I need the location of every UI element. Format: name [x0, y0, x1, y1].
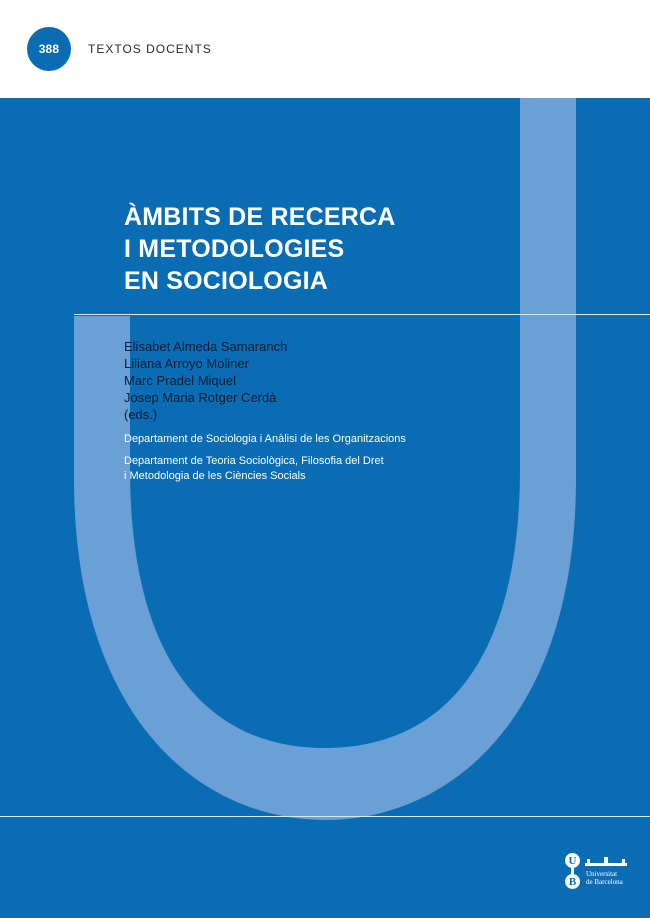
title-line-3: EN SOCIOLOGIA	[124, 267, 329, 295]
cover-blue-panel	[0, 98, 650, 918]
bottom-divider-line	[0, 816, 650, 817]
university-logo	[565, 853, 635, 898]
building-icon	[585, 857, 627, 867]
editor-name: Elisabet Almeda Samaranch	[124, 339, 288, 354]
department-2-line-1: Departament de Teoria Sociològica, Filosofia del Dret	[124, 455, 384, 467]
editor-name: Marc Pradel Miquel	[124, 373, 236, 388]
cover-header	[0, 0, 650, 98]
title-line-1: ÀMBITS DE RECERCA	[124, 203, 396, 231]
university-name-line-1: Universitat	[586, 870, 618, 878]
title-divider-line	[74, 314, 650, 315]
editors-role-note: (eds.)	[124, 407, 158, 422]
university-name	[586, 870, 623, 886]
series-name: TEXTOS DOCENTS	[88, 42, 212, 56]
collection-number-badge: 388	[27, 27, 71, 71]
logo-u-circle: U	[565, 853, 580, 868]
department-2	[124, 454, 384, 484]
department-1	[124, 432, 406, 447]
department-1-line: Departament de Sociologia i Anàlisi de les Organitzacions	[124, 433, 406, 445]
editor-name: Josep Maria Rotger Cerdà	[124, 390, 277, 405]
logo-b-circle: B	[565, 874, 580, 889]
editor-name: Liliana Arroyo Moliner	[124, 356, 250, 371]
university-name-line-2: de Barcelona	[586, 878, 623, 886]
editors-list	[124, 338, 287, 423]
book-title	[124, 201, 395, 297]
department-2-line-2: i Metodologia de les Ciències Socials	[124, 470, 306, 482]
title-line-2: I METODOLOGIES	[124, 235, 345, 263]
